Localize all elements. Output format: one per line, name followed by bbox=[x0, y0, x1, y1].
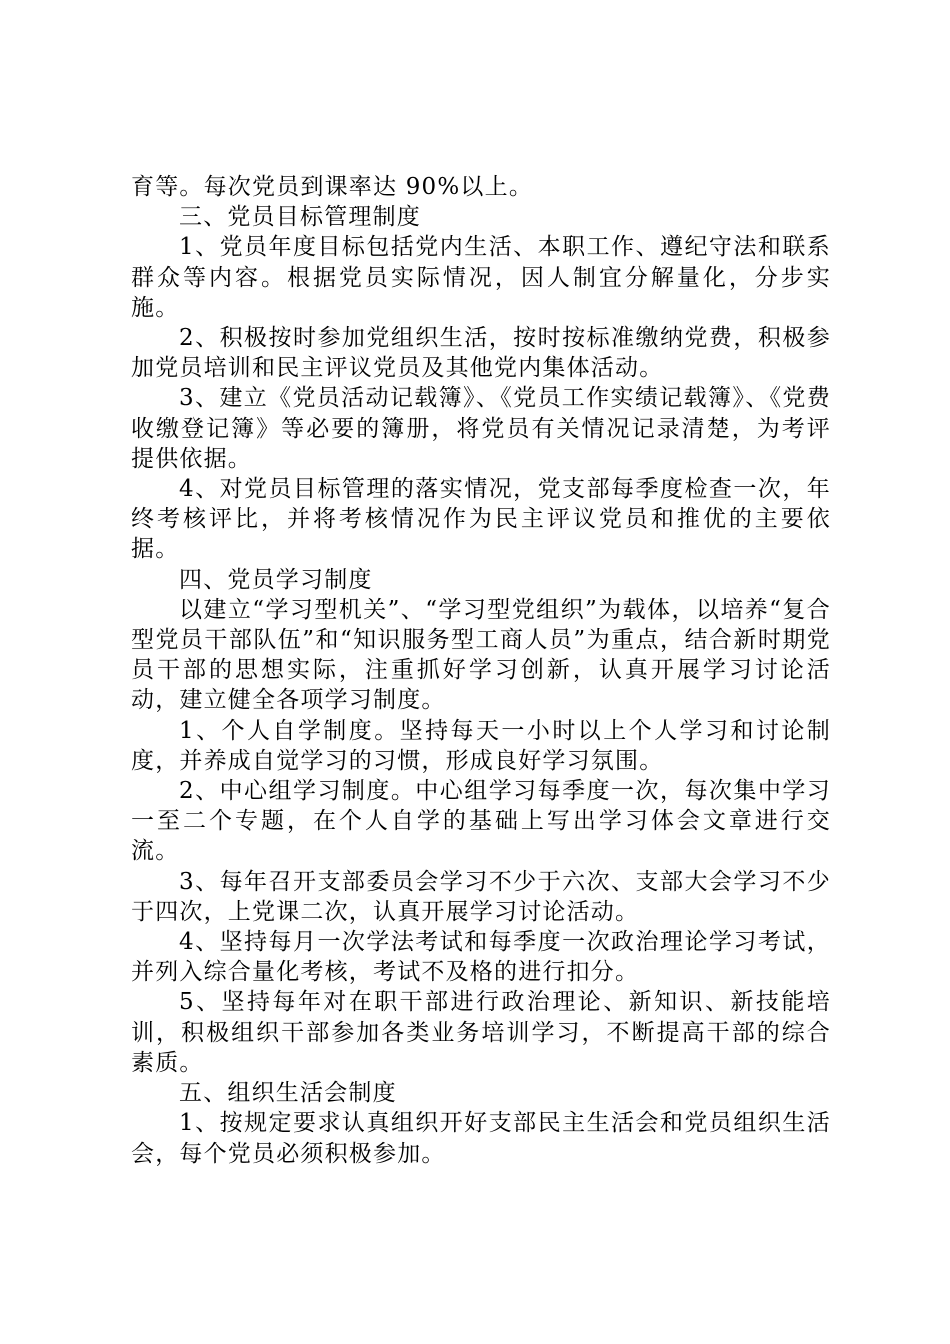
section-heading-4: 四、党员学习制度 bbox=[179, 566, 373, 593]
document-body bbox=[131, 172, 831, 1169]
paragraph: 1、个人自学制度。坚持每天一小时以上个人学习和讨论制度，并养成自觉学习的习惯，形成良好学习氛围。 bbox=[131, 717, 831, 774]
section-heading-3: 三、党员目标管理制度 bbox=[179, 204, 421, 231]
paragraph: 2、中心组学习制度。中心组学习每季度一次，每次集中学习一至二个专题，在个人自学的基础上写出学习体会文章进行交流。 bbox=[131, 778, 831, 865]
paragraph: 4、对党员目标管理的落实情况，党支部每季度检查一次，年终考核评比，并将考核情况作为民主评议党员和推优的主要依据。 bbox=[131, 476, 831, 563]
paragraph: 5、坚持每年对在职干部进行政治理论、新知识、新技能培训，积极组织干部参加各类业务培训学习，不断提高干部的综合素质。 bbox=[131, 989, 831, 1076]
paragraph: 3、每年召开支部委员会学习不少于六次、支部大会学习不少于四次，上党课二次，认真开展学习讨论活动。 bbox=[131, 868, 831, 925]
paragraph: 2、积极按时参加党组织生活，按时按标准缴纳党费，积极参加党员培训和民主评议党员及其他党内集体活动。 bbox=[131, 325, 831, 382]
paragraph: 4、坚持每月一次学法考试和每季度一次政治理论学习考试，并列入综合量化考核，考试不及格的进行扣分。 bbox=[131, 929, 831, 986]
paragraph: 3、建立《党员活动记载簿》、《党员工作实绩记载簿》、《党费收缴登记簿》等必要的簿册，将党员有关情况记录清楚，为考评提供依据。 bbox=[131, 385, 831, 472]
section-heading-5: 五、组织生活会制度 bbox=[179, 1080, 397, 1107]
paragraph: 1、党员年度目标包括党内生活、本职工作、遵纪守法和联系群众等内容。根据党员实际情况，因人制宜分解量化，分步实施。 bbox=[131, 234, 831, 321]
paragraph: 1、按规定要求认真组织开好支部民主生活会和党员组织生活会，每个党员必须积极参加。 bbox=[131, 1110, 831, 1167]
paragraph-continued: 育等。每次党员到课率达 90%以上。 bbox=[131, 174, 534, 200]
paragraph: 以建立“学习型机关”、“学习型党组织”为载体，以培养“复合型党员干部队伍”和“知识服务型工商人员”为重点，结合新时期党员干部的思想实际，注重抓好学习创新，认真开展学习讨论活动，建立健全各项学习制度。 bbox=[131, 596, 831, 714]
